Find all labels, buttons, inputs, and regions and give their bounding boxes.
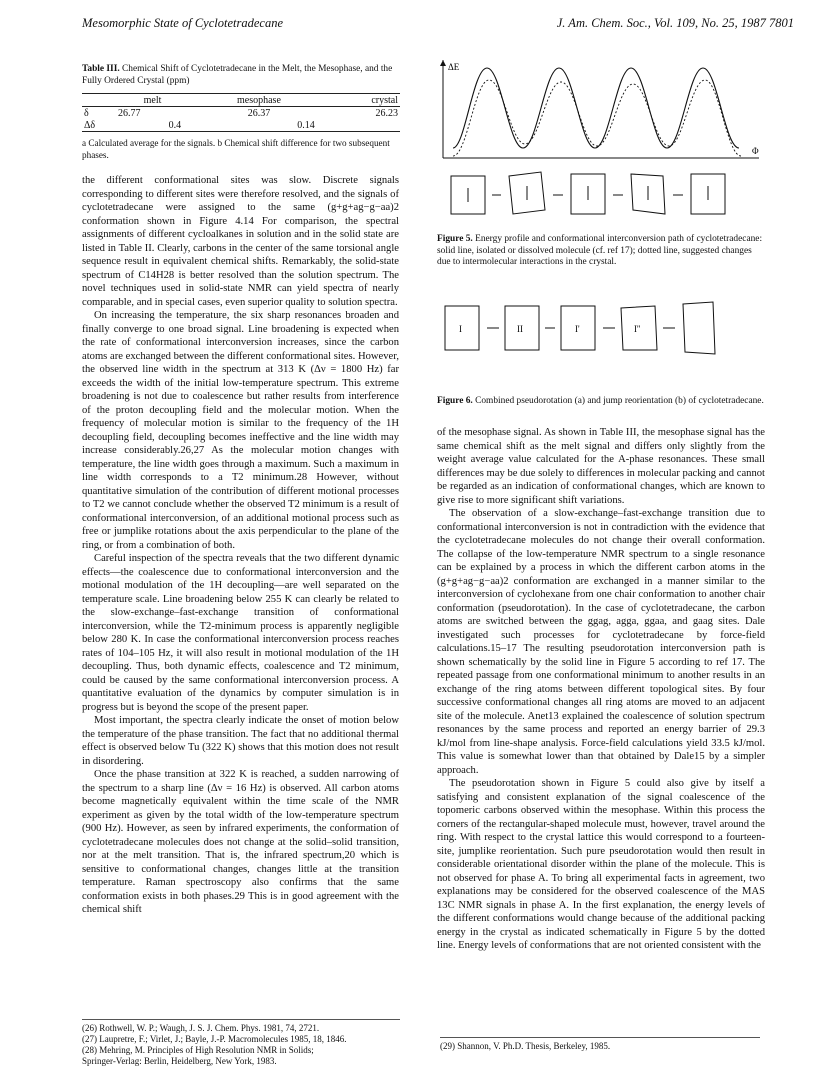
reference-entry: (28) Mehring, M. Principles of High Resolution NMR in Solids; bbox=[82, 1045, 314, 1055]
table-caption bbox=[82, 64, 400, 87]
table-header-melt: melt bbox=[143, 94, 162, 106]
paragraph: The observation of a slow-exchange–fast-exchange transition due to conformational interconversion is not in contradiction with the evidence that the cyclotetradecane molecules do not change their overall conformation. The collapse of the low-temperature NMR spectrum to a single resonance can be explained by a process in which the different carbon atoms in the (g+g+ag−g−aa)2 conformation are exchanged in a manner similar to the interconversion of cyclohexane from one chair conformation to another chair conformation (pseudorotation). In the case of cyclotetradecane, the carbon atoms are switched between the ggag, agga, ggaa, and gaag sites. Dale investigated such processes for cyclotetradecane by force-field calculations.15–17 The resulting pseudorotation interconversion path is shown schematically by the solid line in Figure 5 according to ref 17. The repeated passage from one conformational minimum to another results in an exchange of the ring atoms between different topological sites. By four successive conformational changes all ring atoms are moved to an adjacent site of the molecule. Anet13 explained the coalescence of solution spectrum resonances by the same process and reported an energy barrier of 29.3 kJ/mol from line-shape analysis. Force-field calculations yield 33.5 kJ/mol. This value is somewhat lower than that obtained by Dale15 by a simpler approach. bbox=[437, 508, 765, 776]
figure-6-label: I' bbox=[575, 324, 580, 334]
paragraph: The pseudorotation shown in Figure 5 could also give by itself a satisfying and consistent explanation of the signal coalescence of the topomeric carbons observed within the mesophase. Within this process the corners of the rectangular-shaped molecule must, however, travel around the ring. With respect to the crystal lattice this would correspond to a fourteen-site, jumplike reorientation. Such pure pseudorotation would then result in considerable orientational disorder within the plane of the molecule. This is not observed for phase A. To bring all experimental facts in agreement, two explanations may be considered for the observed coalescence of the MAS 13C NMR signals in phase A. In the first explanation, the energy levels of the different conformations would change because of the additional packing energy in the crystal as indicated schematically in Figure 5 by the dotted line. Energy levels of conformations that are not oriented consistent with the bbox=[437, 778, 765, 951]
paragraph: of the mesophase signal. As shown in Table III, the mesophase signal has the same chemical shift as the melt signal and differs only slightly from the weight average value calculated for the A-phase resonances. These small differences may be due solely to differences in molecular packing and cannot be regarded as an indication of conformational changes, which are known to give rise to more significant shift variations. bbox=[437, 427, 765, 506]
references-right bbox=[440, 1037, 760, 1052]
figure-6-label: I bbox=[459, 324, 462, 334]
table-cell: 26.37 bbox=[247, 107, 271, 119]
reference-entry: Springer-Verlag: Berlin, Heidelberg, New York, 1983. bbox=[82, 1056, 277, 1066]
table-cell: 26.77 bbox=[118, 107, 141, 119]
paragraph: Once the phase transition at 322 K is reached, a sudden narrowing of the spectrum to a sharp line (Δν = 16 Hz) is observed. All carbon atoms become magnetically equivalent within the time scale of the NMR experiment as given by the total width of the low-temperature spectrum (900 Hz). However, as seen by infrared experiments, the conformation of cyclotetradecane molecules does not change at the solid–solid transition, nor at the melt transition. That is, the infrared spectrum,20 which is sensitive to conformational changes, changes little at the transition temperature. Raman spectroscopy also confirms that the same conformation exists in both phases.29 This is in good agreement with the chemical shift bbox=[82, 769, 399, 915]
conformation-schematics bbox=[451, 172, 725, 214]
running-head-journal: J. Am. Chem. Soc., Vol. 109, No. 25, 1987 7801 bbox=[556, 16, 794, 30]
reference-entry: (29) Shannon, V. Ph.D. Thesis, Berkeley, 1985. bbox=[440, 1041, 611, 1051]
paragraph: Careful inspection of the spectra reveals that the two different dynamic effects—the coalescence due to conformational interconversion and the motional modulation of the 1H decoupling—are well separated on the temperature scale. Line broadening below 255 K can clearly be related to the slow-exchange–fast-exchange transition of conformational interconversion, while the T2-minimum process is apparently negligible below 280 K. In case the conformational interconversion process reaches rates of 104–105 Hz, it will also result in motional modulation of the 1H decoupling. Thus, both dynamic effects, coalescence and T2 minimum, could be caused by the same conformational interconversion process. A quantitative evaluation of the dynamics by computer simulation is in progress but is beyond the scope of the present paper. bbox=[82, 553, 399, 713]
table-cell: 0.4 bbox=[168, 119, 182, 131]
chemical-shift-table bbox=[82, 93, 400, 132]
figure-5-caption-label: Figure 5. bbox=[437, 234, 473, 244]
figure-5-caption-text: Energy profile and conformational interconversion path of cyclotetradecane: solid line, isolated or dissolved molecule (cf. ref 17); dotted line, suggested changes due to intermolecular interactions in the crystal. bbox=[437, 234, 763, 267]
figure-5-y-axis-label: ΔE bbox=[448, 62, 460, 72]
table-cell: 0.14 bbox=[297, 119, 315, 131]
figure-5-caption bbox=[437, 234, 767, 269]
running-head-title: Mesomorphic State of Cyclotetradecane bbox=[82, 16, 283, 30]
figure-5-x-axis-label: Φ bbox=[752, 146, 759, 156]
figure-6-caption-text: Combined pseudorotation (a) and jump reorientation (b) of cyclotetradecane. bbox=[475, 396, 764, 406]
figure-6-pseudorotation bbox=[437, 292, 767, 372]
reference-entry: (27) Laupretre, F.; Virlet, J.; Bayle, J.-P. Macromolecules 1985, 18, 1846. bbox=[82, 1034, 347, 1044]
table-caption-text: Chemical Shift of Cyclotetradecane in the Melt, the Mesophase, and the Fully Ordered Crystal (ppm) bbox=[82, 64, 393, 86]
figure-5-energy-profile bbox=[437, 58, 767, 228]
figure-6-label: I'' bbox=[634, 324, 641, 334]
table-footnote: a Calculated average for the signals. b Chemical shift difference for two subsequent phases. bbox=[82, 138, 390, 160]
paragraph: Most important, the spectra clearly indicate the onset of motion below the temperature of the phase transition. The fact that no additional thermal effect is observed below Tu (322 K) shows that this motion does not result in disordering. bbox=[82, 715, 399, 767]
figure-6-label: II bbox=[517, 324, 523, 334]
table-header-mesophase: mesophase bbox=[237, 94, 281, 106]
figure-6-caption bbox=[437, 396, 767, 408]
figure-6-caption-label: Figure 6. bbox=[437, 396, 473, 406]
energy-curve-dotted bbox=[453, 80, 741, 156]
table-row-label: δ bbox=[84, 107, 89, 119]
table-cell: 26.23 bbox=[375, 107, 398, 119]
right-text-column bbox=[437, 426, 765, 953]
table-header-crystal: crystal bbox=[371, 94, 398, 106]
paragraph: the different conformational sites was slow. Discrete signals corresponding to different sites were therefore resolved, and the signals of cyclotetradecane were assigned to the same (g+g+ag−g−aa)2 conformation shown in Figure 4.14 For comparison, the spectral assignments of different cycloalkanes in solution and in the solid state are listed in Table II. Clearly, carbons in the center of the same torsional angle sequence result in equivalent chemical shifts. Remarkably, the solid-state spectrum of C14H28 is better resolved than the solution spectrum. The novel techniques used in solid-state NMR can yield spectra of nearly comparable, and in special cases, even superior quality to solution spectra. bbox=[82, 175, 399, 308]
table-caption-label: Table III. bbox=[82, 64, 120, 74]
energy-curve-solid bbox=[453, 68, 739, 148]
reference-entry: (26) Rothwell, W. P.; Waugh, J. S. J. Chem. Phys. 1981, 74, 2721. bbox=[82, 1023, 320, 1033]
references-left bbox=[82, 1019, 400, 1067]
paragraph: On increasing the temperature, the six sharp resonances broaden and finally converge to one broad signal. Line broadening is expected when the rate of conformational interconversion increases, since the carbon atoms are exchanged between the different conformational sites. However, the observed line width in the spectrum at 313 K (Δν = 1800 Hz) far exceeds the width of the initial low-temperature spectrum. This extreme broadening is not due to coalescence but rather results from interference of the proton decoupling field and the molecular motion. When the frequency of molecular motion is similar to the frequency of the 1H decoupling field, decoupling becomes ineffective and the line width may increase considerably.26,27 As the molecular motion changes with temperature, the line width goes through a maximum. Such a maximum in line width corresponds to a T2 minimum.28 However, without quantitative simulation of the contribution of different motional processes to T2 we cannot conclude whether the observed T2 minimum is a result of conformational interconversion, of an additional motional process such as free or jumplike rotations about the axis perpendicular to the plane of the ring, or from a combination of both. bbox=[82, 310, 399, 551]
table-row-label: Δδ bbox=[84, 119, 96, 131]
left-text-column bbox=[82, 174, 399, 917]
